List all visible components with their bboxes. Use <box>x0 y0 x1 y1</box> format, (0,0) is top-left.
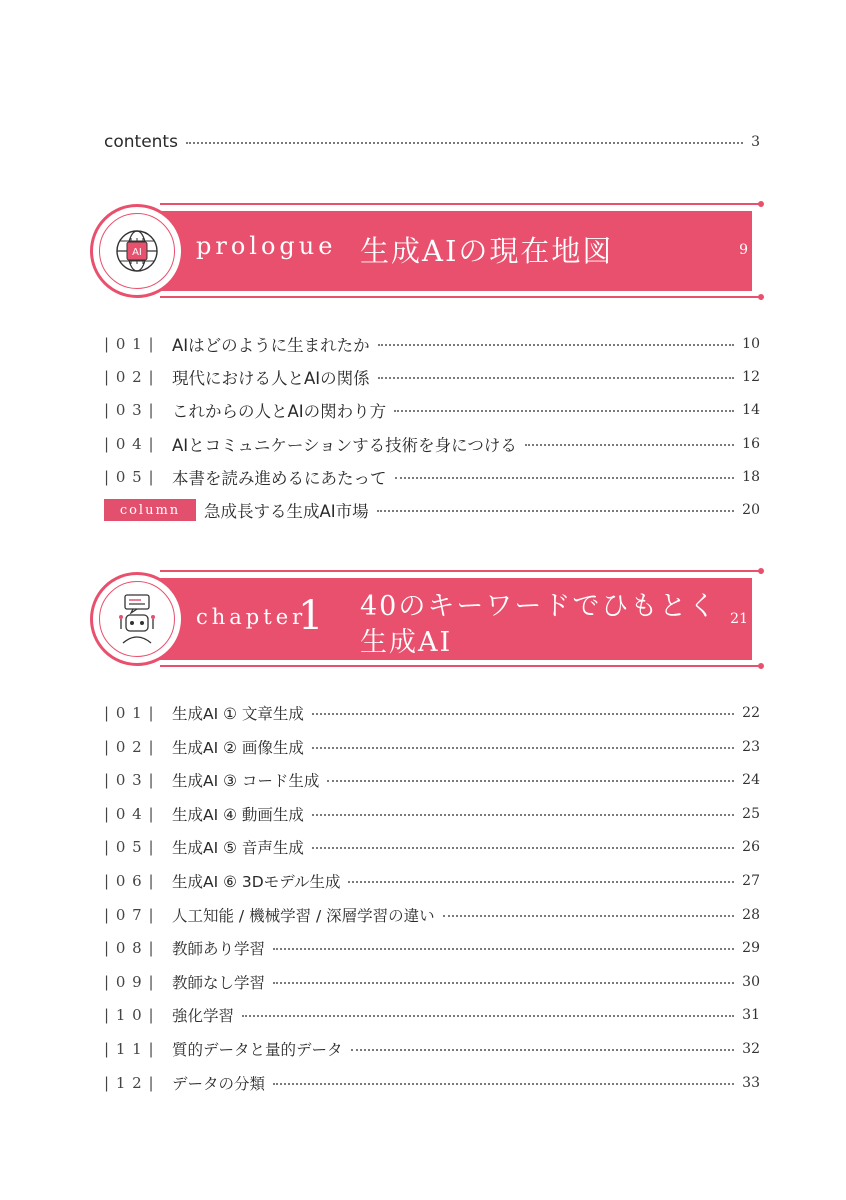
chapter1-page: 21 <box>730 611 748 627</box>
leader-dots <box>312 747 734 749</box>
leader-dots <box>395 477 735 479</box>
chapter-title-line1: 40のキーワードでひもとく <box>360 591 718 622</box>
toc-entry-number: | 0 1 | <box>104 335 155 353</box>
toc-entry-title: 教師あり学習 <box>172 940 266 959</box>
toc-entry-title: AIはどのように生まれたか <box>172 336 370 355</box>
leader-dots <box>273 948 734 950</box>
toc-entry[interactable] <box>104 802 760 826</box>
toc-entry-title: 急成長する生成AI市場 <box>204 502 369 521</box>
toc-entry-number: | 0 2 | <box>104 737 155 756</box>
leader-dots <box>348 881 734 883</box>
toc-entry-number: | 0 7 | <box>104 905 155 924</box>
toc-entry-title: 生成AI ① 文章生成 <box>172 705 304 723</box>
toc-entry-number: | 1 1 | <box>104 1040 155 1058</box>
banner-bottom-rule <box>160 665 762 667</box>
toc-entry[interactable] <box>104 701 760 725</box>
toc-entry-number: | 0 2 | <box>104 368 155 387</box>
toc-entry-title: 生成AI ⑥ 3Dモデル生成 <box>172 873 341 891</box>
leader-dots <box>312 713 734 715</box>
toc-entry-page: 25 <box>742 805 760 822</box>
chapter1-icon-badge <box>90 572 184 666</box>
toc-entry-title: これからの人とAIの関わり方 <box>172 402 387 422</box>
toc-entry[interactable] <box>104 869 760 893</box>
toc-entry-number: | 0 4 | <box>104 804 155 823</box>
toc-entry-column[interactable] <box>104 498 760 522</box>
prologue-label: prologue <box>196 232 337 260</box>
leader-dots <box>312 814 734 816</box>
toc-entry-title: 質的データと量的データ <box>172 1041 343 1059</box>
toc-entry[interactable] <box>104 1037 760 1061</box>
leader-dots <box>377 510 735 512</box>
toc-entry[interactable] <box>104 936 760 960</box>
toc-entry-number: | 0 5 | <box>104 467 155 486</box>
toc-entry-page: 10 <box>742 336 760 352</box>
toc-entry-page: 23 <box>742 738 760 755</box>
prologue-page: 9 <box>739 242 748 258</box>
toc-entry-page: 24 <box>742 772 760 789</box>
toc-entry-page: 22 <box>742 705 760 721</box>
toc-entry-page: 29 <box>742 940 760 957</box>
svg-text:AI: AI <box>132 247 142 258</box>
toc-entry-number: | 0 5 | <box>104 838 155 857</box>
banner-bottom-rule <box>160 296 762 298</box>
toc-entry-page: 16 <box>742 435 760 452</box>
toc-entry-page: 20 <box>742 502 760 518</box>
robot-speech-icon <box>109 591 165 647</box>
chapter1-banner[interactable] <box>90 568 762 670</box>
toc-entry-number: | 1 0 | <box>104 1006 155 1025</box>
toc-entry-page: 14 <box>742 402 760 419</box>
toc-entry-contents[interactable] <box>104 130 760 154</box>
toc-entry-title: contents <box>104 132 178 152</box>
toc-entry[interactable] <box>104 365 760 389</box>
toc-entry-title: 生成AI ④ 動画生成 <box>172 805 304 824</box>
chapter-number: 1 <box>298 593 324 639</box>
toc-entry-page: 30 <box>742 973 760 990</box>
leader-dots <box>378 344 735 346</box>
chapter-label: chapter <box>196 605 307 629</box>
toc-entry-title: 現代における人とAIの関係 <box>172 369 370 389</box>
toc-entry-page: 27 <box>742 873 760 889</box>
leader-dots <box>273 1083 734 1085</box>
banner-top-rule <box>160 203 762 205</box>
toc-entry[interactable] <box>104 1071 760 1095</box>
toc-entry-number: | 0 1 | <box>104 704 155 722</box>
leader-dots <box>242 1015 734 1017</box>
toc-entry[interactable] <box>104 465 760 489</box>
leader-dots <box>378 377 735 379</box>
chapter-title-line2: 生成AI <box>360 627 453 658</box>
leader-dots <box>186 142 743 144</box>
toc-entry-title: 強化学習 <box>172 1007 235 1026</box>
toc-entry-title: 生成AI ② 画像生成 <box>172 738 304 757</box>
leader-dots <box>443 915 735 917</box>
toc-entry[interactable] <box>104 735 760 759</box>
toc-entry-page: 33 <box>742 1074 760 1091</box>
toc-entry-page: 26 <box>742 839 760 856</box>
leader-dots <box>394 410 734 412</box>
toc-entry[interactable] <box>104 398 760 422</box>
toc-entry-number: | 0 8 | <box>104 939 155 958</box>
prologue-banner[interactable] <box>90 201 762 301</box>
toc-entry-title: 人工知能 / 機械学習 / 深層学習の違い <box>172 906 435 925</box>
toc-entry-title: データの分類 <box>172 1074 266 1093</box>
toc-entry[interactable] <box>104 768 760 792</box>
toc-entry-page: 18 <box>742 468 760 485</box>
toc-entry-title: 生成AI ③ コード生成 <box>172 772 320 791</box>
toc-entry[interactable] <box>104 332 760 356</box>
banner-top-rule <box>160 570 762 572</box>
toc-entry[interactable] <box>104 432 760 456</box>
toc-entry-page: 12 <box>742 369 760 386</box>
prologue-icon-badge <box>90 204 184 298</box>
leader-dots <box>312 847 734 849</box>
toc-entry[interactable] <box>104 1003 760 1027</box>
column-badge: column <box>104 499 196 521</box>
leader-dots <box>273 982 734 984</box>
toc-entry-number: | 0 9 | <box>104 972 155 991</box>
leader-dots <box>327 780 734 782</box>
toc-entry-page: 32 <box>742 1041 760 1057</box>
toc-entry-title: AIとコミュニケーションする技術を身につける <box>172 435 517 455</box>
toc-entry[interactable] <box>104 903 760 927</box>
toc-entry-page: 28 <box>742 906 760 923</box>
toc-entry-title: 教師なし学習 <box>172 973 266 992</box>
toc-entry[interactable] <box>104 835 760 859</box>
toc-entry-number: | 0 3 | <box>104 771 155 790</box>
toc-entry-number: | 0 4 | <box>104 434 155 453</box>
toc-entry-number: | 0 3 | <box>104 401 155 420</box>
ai-globe-chip-icon <box>109 223 165 279</box>
toc-entry-title: 生成AI ⑤ 音声生成 <box>172 839 304 858</box>
leader-dots <box>525 444 734 446</box>
toc-entry-number: | 0 6 | <box>104 872 155 890</box>
toc-entry-page: 31 <box>742 1007 760 1024</box>
toc-entry-page: 3 <box>751 134 760 150</box>
prologue-title: 生成AIの現在地図 <box>360 234 614 268</box>
leader-dots <box>351 1049 735 1051</box>
toc-entry[interactable] <box>104 970 760 994</box>
toc-entry-title: 本書を読み進めるにあたって <box>172 468 387 488</box>
toc-entry-number: | 1 2 | <box>104 1073 155 1092</box>
